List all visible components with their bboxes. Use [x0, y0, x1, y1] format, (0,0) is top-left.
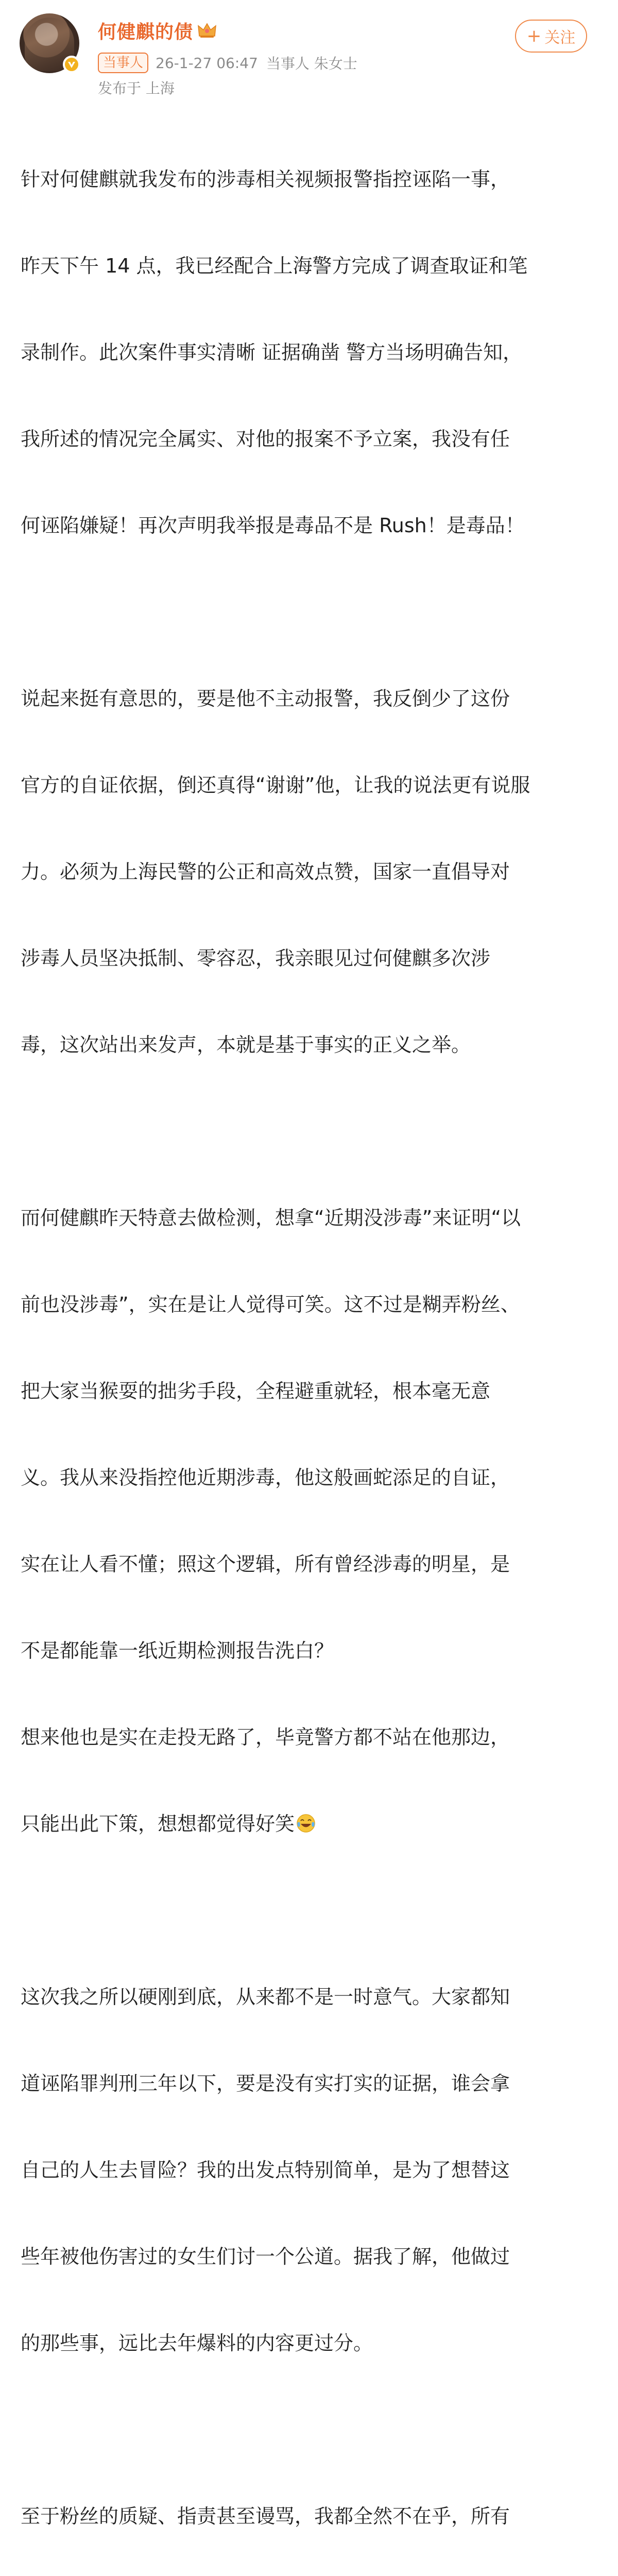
- text-line: 的那些事，远比去年爆料的内容更过分。: [21, 2332, 373, 2354]
- paragraph-3: [21, 1146, 603, 1896]
- plus-icon: +: [526, 26, 542, 46]
- text-line: 义。我从来没指控他近期涉毒，他这般画蛇添足的自证，: [21, 1466, 510, 1489]
- post-timestamp: 26-1-27 06:47: [156, 54, 258, 72]
- post-body: [21, 107, 603, 2576]
- text-line: 昨天下午 14 点，我已经配合上海警方完成了调查取证和笔: [21, 255, 528, 277]
- text-line: 说起来挺有意思的，要是他不主动报警，我反倒少了这份: [21, 687, 510, 710]
- text-line: 前也没涉毒”，实在是让人觉得可笑。这不过是糊弄粉丝、: [21, 1293, 520, 1316]
- party-tag: 当事人: [98, 53, 148, 73]
- paragraph-1: [21, 107, 603, 598]
- text-line: 至于粉丝的质疑、指责甚至谩骂，我都全然不在乎，所有: [21, 2505, 510, 2528]
- text-line: 道诬陷罪判刑三年以下，要是没有实打实的证据，谁会拿: [21, 2072, 510, 2095]
- text-line: 官方的自证依据，倒还真得“谢谢”他，让我的说法更有说服: [21, 774, 530, 796]
- post-header: [0, 0, 618, 98]
- paragraph-4: [21, 1925, 603, 2415]
- author-name[interactable]: 何健麒的债: [98, 21, 194, 43]
- paragraph-5: [21, 2444, 603, 2576]
- text-line: 而何健麒昨天特意去做检测，想拿“近期没涉毒”来证明“以: [21, 1207, 521, 1229]
- text-line: 针对何健麒就我发布的涉毒相关视频报警指控诬陷一事，: [21, 168, 510, 191]
- text-line: 何诬陷嫌疑！再次声明我举报是毒品不是 Rush！是毒品！: [21, 514, 525, 537]
- text-line: 这次我之所以硬刚到底，从来都不是一时意气。大家都知: [21, 1986, 510, 2008]
- text-line: 实在让人看不懂；照这个逻辑，所有曾经涉毒的明星，是: [21, 1553, 510, 1575]
- paragraph-2: [21, 626, 603, 1117]
- follow-button[interactable]: [515, 20, 587, 53]
- post-role: 当事人 朱女士: [266, 55, 357, 72]
- text-line: 想来他也是实在走投无路了，毕竟警方都不站在他那边，: [21, 1726, 510, 1749]
- text-line-with-emoji: [21, 1809, 603, 1838]
- text-line: 只能出此下策，想想都觉得好笑: [21, 1812, 295, 1835]
- text-line: 涉毒人员坚决抵制、零容忍，我亲眼见过何健麒多次涉: [21, 947, 491, 970]
- text-line: 把大家当猴耍的拙劣手段，全程避重就轻，根本毫无意: [21, 1380, 491, 1402]
- text-line: 力。必须为上海民警的公正和高效点赞，国家一直倡导对: [21, 860, 510, 883]
- author-row: [98, 18, 217, 43]
- text-line: 自己的人生去冒险？我的出发点特别简单，是为了想替这: [21, 2159, 510, 2181]
- post-location: 发布于 上海: [98, 80, 175, 97]
- text-line: 我所述的情况完全属实、对他的报案不予立案，我没有任: [21, 428, 510, 450]
- crown-icon: [197, 22, 217, 39]
- vip-badge-icon: [63, 56, 80, 73]
- post-meta: [98, 52, 366, 74]
- text-line: 录制作。此次案件事实清晰 证据确凿 警方当场明确告知，: [21, 341, 523, 364]
- text-line: 些年被他伤害过的女生们讨一个公道。据我了解，他做过: [21, 2245, 510, 2268]
- follow-label: 关注: [544, 29, 576, 47]
- text-line: 不是都能靠一纸近期检测报告洗白？: [21, 1639, 334, 1662]
- laughing-crying-emoji-icon: [296, 1813, 316, 1834]
- text-line: 毒，这次站出来发声，本就是基于事实的正义之举。: [21, 1033, 471, 1056]
